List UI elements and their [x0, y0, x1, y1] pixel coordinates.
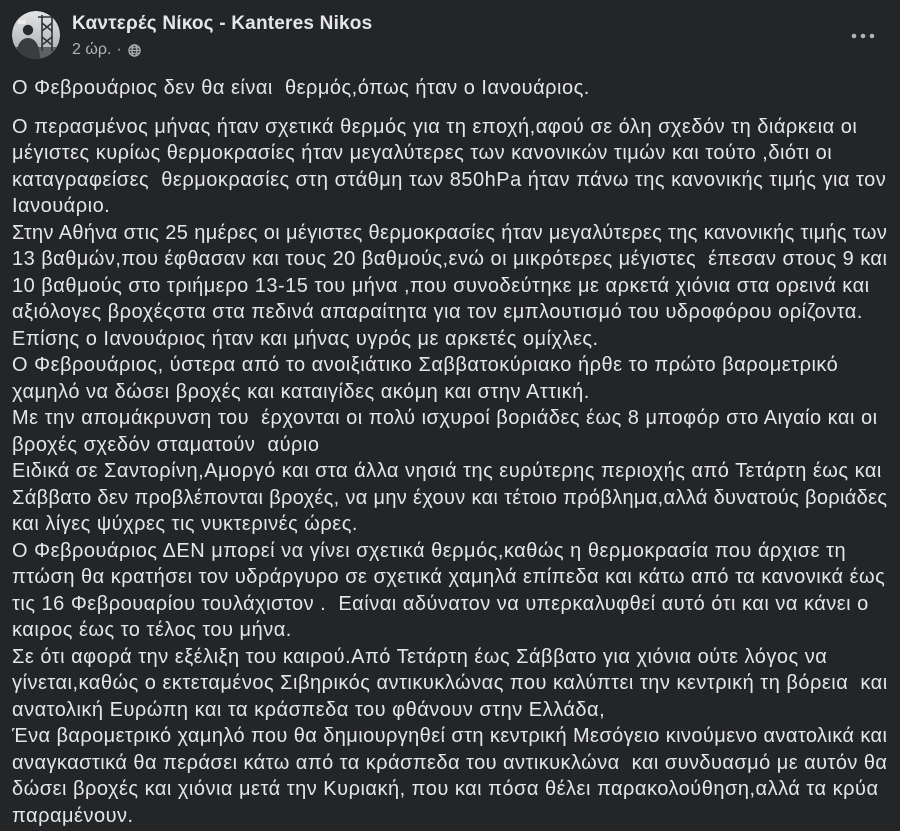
post-paragraph: [12, 75, 890, 102]
post-text-line: 10 βαθμούς στο τριήμερο 13-15 του μήνα ,που συνοδεύτηκε με αρκετά χιόνια στα ορεινά και: [12, 274, 870, 297]
post-text-line: Ιανουάριο.: [12, 195, 111, 217]
post-text: [12, 75, 890, 829]
post-text-line: μέγιστες κυρίως θερμοκρασίες ήταν μεγαλύτερες των κανονικών τιμών και τούτο ,διότι οι: [12, 142, 833, 164]
post-text-line: Ο Φεβρουάριος δεν θα είναι θερμός,όπως ήταν ο Ιανουάριος.: [12, 77, 590, 99]
post-text-line: Ο περασμένος μήνας ήταν σχετικά θερμός για τη εποχή,αφού σε όλη σχεδόν τη διάρκεια οι: [12, 115, 858, 138]
post-text-line: γίνεται,καθώς ο εκτεταμένος Σιβηρικός αντικυκλώνας που καλύπτει την κεντρική τη βόρεια και: [12, 672, 888, 694]
post-text-line: Ο Φεβρουάριος ΔΕΝ μπορεί να γίνει σχετικά θερμός,καθώς η θερμοκρασία που άρχισε τη: [12, 539, 847, 562]
post-text-line: Σάββατο δεν προβλέπονται βροχές, να μην έχουν και τέτοιο πρόβλημα,αλλά δυνατούς βοριάδες: [12, 486, 888, 509]
meta-separator: ·: [116, 41, 122, 58]
post-text-line: δώσει βροχές και χιόνια μετά την Κυριακή, που και πόσα θέλει παρακολούθηση,αλλά τα κρύα: [12, 778, 879, 800]
post-text-line: καιρος έως το τέλος του μήνα.: [12, 619, 292, 641]
post-meta: [72, 40, 141, 60]
more-options-icon[interactable]: [849, 30, 877, 42]
post-text-line: Σε ότι αφορά την εξέλιξη του καιρού.Από Τετάρτη έως Σάββατο για χιόνια ούτε λόγος να: [12, 645, 828, 668]
post-text-line: Με την απομάκρυνση του έρχονται οι πολύ ισχυροί βοριάδες έως 8 μποφόρ στο Αιγαίο και οι: [12, 407, 878, 429]
post-text-line: Ειδικά σε Σαντορίνη,Αμοργό και στα άλλα νησιά της ευρύτερης περιοχής από Τετάρτη έως και: [12, 460, 882, 482]
post-text-line: χαμηλό να δώσει βροχές και καταιγίδες ακόμη και στην Αττική.: [12, 380, 590, 403]
post-text-line: Ένα βαρομετρικό χαμηλό που θα δημιουργηθεί στη κεντρική Μεσόγειο κινούμενο ανατολικά και: [12, 725, 888, 747]
post-text-line: αναγκαστικά θα περάσει κάτω από τα κράσπεδα του αντικυκλώνα και συνδυασμό με αυτόν θα: [12, 751, 888, 774]
post-text-line: 13 βαθμών,που έφθασαν και τους 20 βαθμούς,ενώ οι μικρότερες μέγιστες έπεσαν στους 9 και: [12, 248, 888, 270]
post-text-line: και λίγες ψύχρες τις νυκτερινές ώρες.: [12, 513, 358, 535]
post-text-line: τις 16 Φεβρουαρίου τουλάχιστον . Εαίναι αδύνατον να υπερκαλυφθεί αυτό ότι και να κάνει ο: [12, 592, 869, 615]
post-text-line: Επίσης ο Ιανουάριος ήταν και μήνας υγρός με αρκετές ομίχλες.: [12, 327, 599, 350]
timestamp[interactable]: 2 ώρ.: [72, 41, 112, 58]
post-text-line: παραμένουν.: [12, 804, 134, 827]
globe-icon: [128, 44, 141, 57]
post-text-line: καταγραφείσες θερμοκρασίες στη στάθμη των 850hPa ήταν πάνω της κανονικής τιμής για τον: [12, 168, 887, 191]
post-text-line: Στην Αθήνα στις 25 ημέρες οι μέγιστες θερμοκρασίες ήταν μεγαλύτερες της κανονικής τιμής των: [12, 221, 888, 244]
post-text-line: πτώση θα κρατήσει τον υδράργυρο σε σχετικά χαμηλά επίπεδα και κάτω από τα κανονικά έως: [12, 566, 886, 588]
post-text-line: βροχές σχεδόν σταματούν αύριο: [12, 433, 320, 456]
post-text-line: ανατολική Ευρώπη και τα κράσπεδα του φθάνουν στην Ελλάδα,: [12, 698, 606, 721]
post-text-line: Ο Φεβρουάριος, ύστερα από το ανοιξιάτικο Σαββατοκύριακο ήρθε το πρώτο βαρομετρικό: [12, 354, 839, 376]
post-paragraph: [12, 114, 890, 830]
profile-photo: [12, 11, 60, 59]
avatar[interactable]: [12, 11, 60, 59]
author-name[interactable]: Καντερές Νίκος - Kanteres Nikos: [72, 13, 373, 34]
post-text-line: αξιόλογες βροχέςστα στα πεδινά απαραίτητα για τον εμπλουτισμό του υδροφόρου ορίζοντα.: [12, 301, 863, 323]
